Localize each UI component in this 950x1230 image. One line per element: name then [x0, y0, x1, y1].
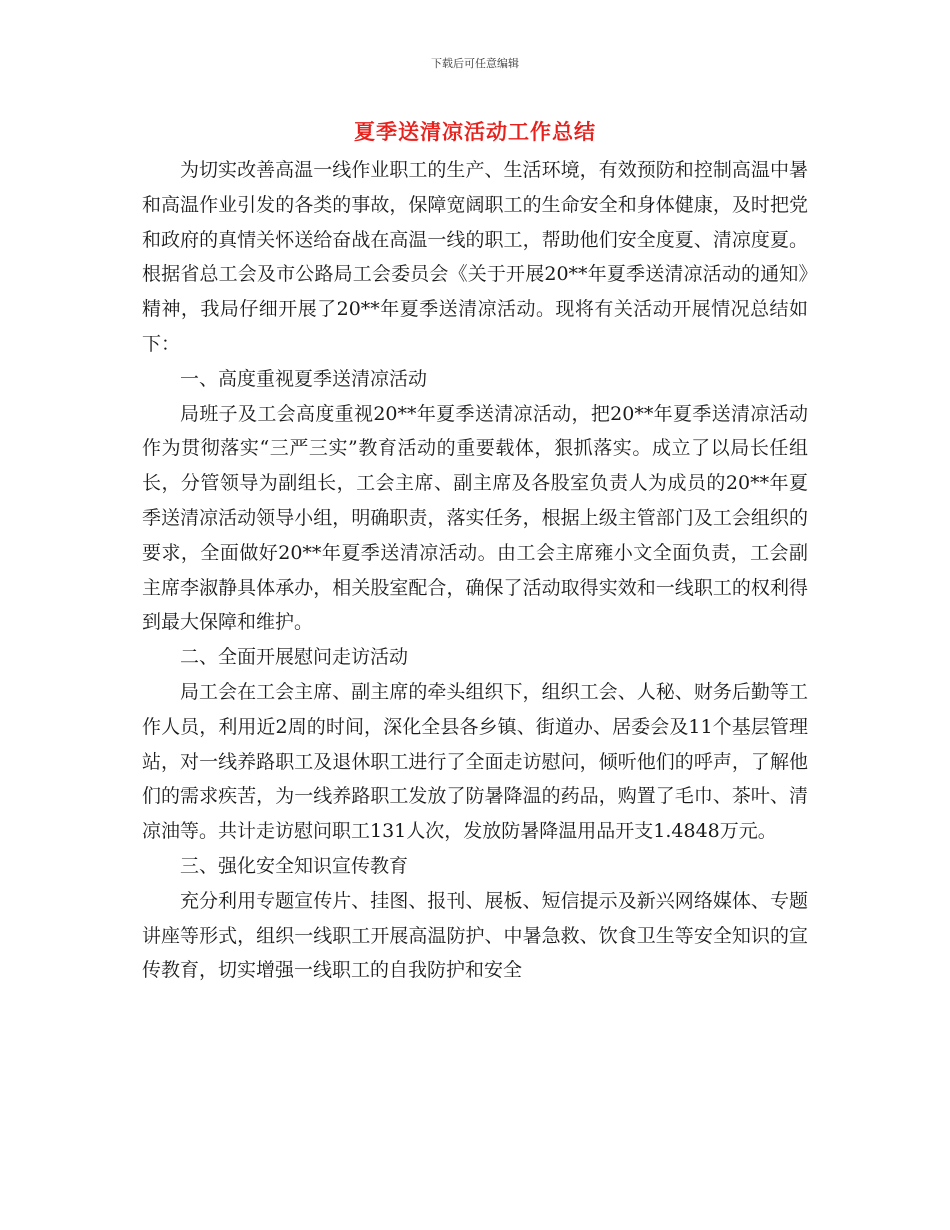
document-title: 夏季送清凉活动工作总结 [354, 120, 596, 144]
section-heading-1: 一、高度重视夏季送清凉活动 [180, 367, 428, 390]
paragraph-section-3: 充分利用专题宣传片、挂图、报刊、展板、短信提示及新兴网络媒体、专题讲座等形式，组织一线职工开展高温防护、中暑急救、饮食卫生等安全知识的宣传教育，切实增强一线职工的自我防护和安全 [142, 889, 808, 982]
document-body [142, 153, 808, 988]
section-heading-2: 二、全面开展慰问走访活动 [180, 646, 409, 669]
header-note: 下载后可任意编辑 [431, 57, 519, 70]
paragraph-intro: 为切实改善高温一线作业职工的生产、生活环境，有效预防和控制高温中暑和高温作业引发的各类的事故，保障宽阔职工的生命安全和身体健康，及时把党和政府的真情关怀送给奋战在高温一线的职工，帮助他们安全度夏、清凉度夏。根据省总工会及市公路局工会委员会《关于开展20**年夏季送清凉活动的通知》精神，我局仔细开展了20**年夏季送清凉活动。现将有关活动开展情况总结如下： [142, 159, 808, 355]
paragraph-section-1: 局班子及工会高度重视20**年夏季送清凉活动，把20**年夏季送清凉活动作为贯彻落实“三严三实”教育活动的重要载体，狠抓落实。成立了以局长任组长，分管领导为副组长，工会主席、副主席及各股室负责人为成员的20**年夏季送清凉活动领导小组，明确职责，落实任务，根据上级主管部门及工会组织的要求，全面做好20**年夏季送清凉活动。由工会主席雍小文全面负责，工会副主席李淑静具体承办，相关股室配合，确保了活动取得实效和一线职工的权利得到最大保障和维护。 [142, 402, 808, 634]
paragraph-section-2: 局工会在工会主席、副主席的牵头组织下，组织工会、人秘、财务后勤等工作人员，利用近2周的时间，深化全县各乡镇、街道办、居委会及11个基层管理站，对一线养路职工及退休职工进行了全面走访慰问，倾听他们的呼声，了解他们的需求疾苦，为一线养路职工发放了防暑降温的药品，购置了毛巾、茶叶、清凉油等。共计走访慰问职工131人次，发放防暑降温用品开支1.4848万元。 [142, 680, 808, 843]
section-heading-3: 三、强化安全知识宣传教育 [180, 854, 409, 877]
